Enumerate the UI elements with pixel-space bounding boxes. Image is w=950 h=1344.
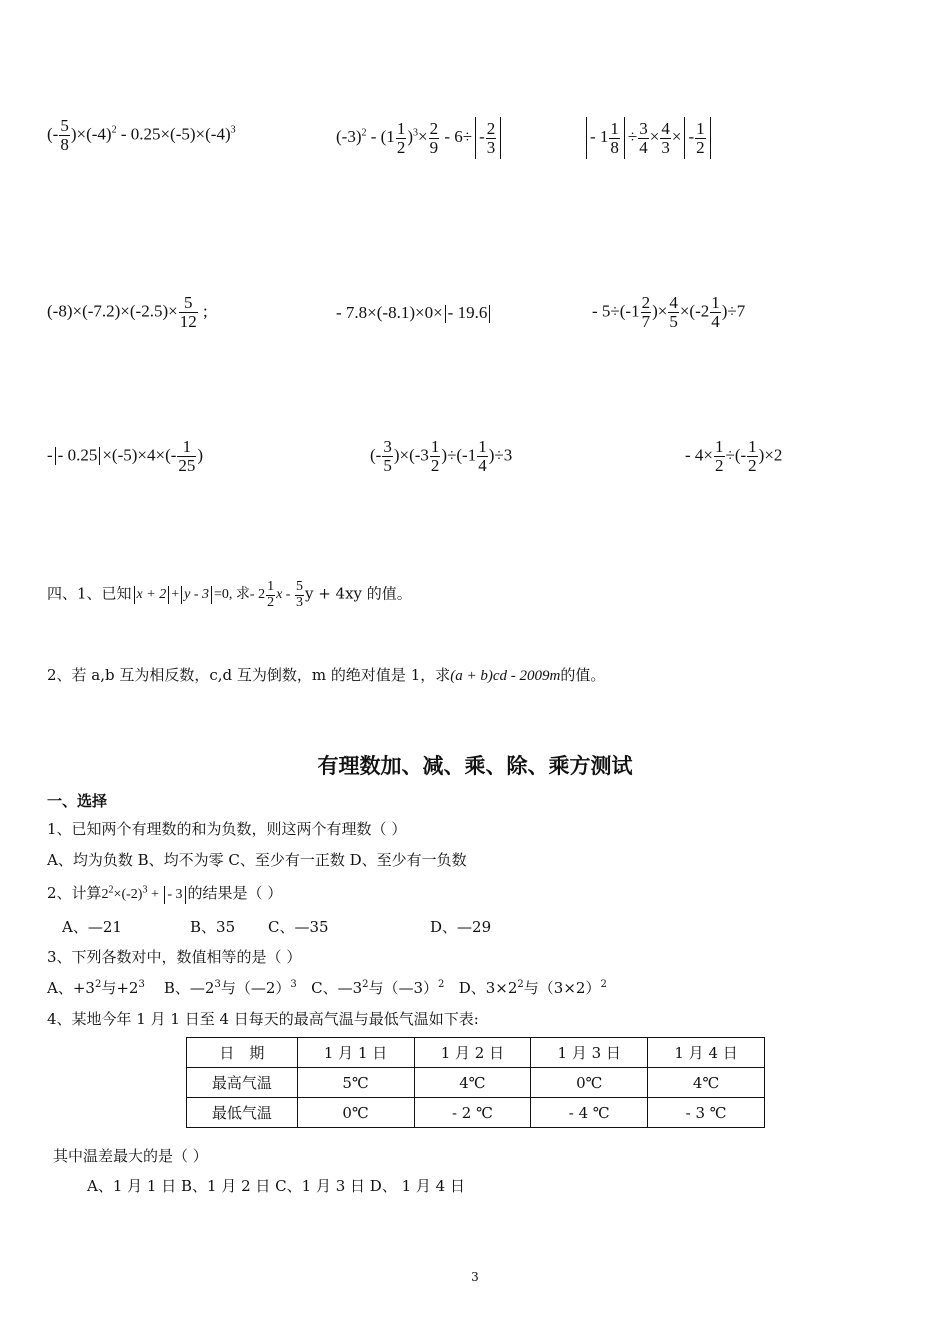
table-cell: 4℃ <box>414 1068 531 1098</box>
page-title: 有理数加、减、乘、除、乘方测试 <box>317 754 633 778</box>
question-3-options: A、$+3^2$与$+2^3$ B、$—2^3$与（—2）$^3$ C、$—3^2$与（—3）$^2$ D、$3\times 2^2$与$(3\times 2)^2$ <box>47 979 607 997</box>
table-cell: 0℃ <box>297 1098 414 1128</box>
table-cell: 0℃ <box>531 1068 648 1098</box>
section-heading: 一、选择 <box>47 792 108 810</box>
question-1: 1、已知两个有理数的和为负数，则这两个有理数（ ） <box>47 820 407 838</box>
question-5-options: A、1 月 1 日 B、1 月 2 日 C、1 月 3 日 D、 1 月 4 日 <box>87 1177 465 1195</box>
table-cell: 1 月 2 日 <box>414 1038 531 1068</box>
table-cell: 最高气温 <box>187 1068 298 1098</box>
q2-option-a: A、—21 <box>62 918 122 936</box>
expr-2b: - 7.8×(-8.1)×0× - 19.6 <box>336 303 492 323</box>
table-cell: 日 期 <box>187 1038 298 1068</box>
table-cell: - 3 ℃ <box>648 1098 765 1128</box>
question-4-1: 四、1、已知 x + 2 + y - 3 =0, 求- 2 $\frac{1}{2}$ x - $\frac{5}{3}$ y + 4xy 的值。 <box>47 579 412 610</box>
question-1-options: A、均为负数 B、均不为零 C、至少有一正数 D、至少有一负数 <box>47 851 467 869</box>
expr-2a: (-8)×(-7.2)×(-2.5)× $\frac{5}{12}$ ; <box>47 293 208 331</box>
table-row <box>187 1068 765 1098</box>
question-4-2: 2、若 a,b 互为相反数，c,d 互为倒数，m 的绝对值是 1，求(a + b)cd - 2009m的值。 <box>47 666 606 684</box>
q2-option-c: C、—35 <box>268 918 329 936</box>
table-cell: - 2 ℃ <box>414 1098 531 1128</box>
question-5: 其中温差最大的是（ ） <box>53 1147 208 1165</box>
table-cell: 1 月 3 日 <box>531 1038 648 1068</box>
table-cell: 1 月 1 日 <box>297 1038 414 1068</box>
q2-option-d: D、—29 <box>430 918 492 936</box>
temperature-table <box>186 1037 765 1128</box>
expr-3a: - - 0.25 ×(-5)×4×(- $\frac{1}{25}$ ) <box>47 437 204 475</box>
question-4: 4、某地今年 1 月 1 日至 4 日每天的最高气温与最低气温如下表: <box>47 1010 479 1028</box>
expr-1b: $(-3)^2 - (1$ $\frac{1}{2}$ )$^3$× $\frac{2}{9}$ - 6÷ - $\frac{2}{3}$ <box>336 117 504 159</box>
expr-1c: - 1 $\frac{1}{8}$ ÷ $\frac{3}{4}$ × $\frac{4}{3}$ × - $\frac{1}{2}$ <box>583 117 714 159</box>
page-number: 3 <box>471 1270 479 1284</box>
question-2: 2、计算$2^2\times(-2)^3$ + - 3 的结果是（ ） <box>47 884 283 902</box>
table-cell: - 4 ℃ <box>531 1098 648 1128</box>
table-cell: 1 月 4 日 <box>648 1038 765 1068</box>
expr-2c: - 5÷(-1 $\frac{2}{7}$ )× $\frac{4}{5}$ ×(-2 $\frac{1}{4}$ )÷7 <box>592 293 746 331</box>
expr-1a: (- $\frac{5}{8}$ )$\times(-4)^2 - 0.25\times(-5)\times(-4)^3$ <box>47 116 236 154</box>
table-cell: 5℃ <box>297 1068 414 1098</box>
expr-3c: - 4× $\frac{1}{2}$ ÷(- $\frac{1}{2}$ )×2 <box>685 437 783 475</box>
table-cell: 最低气温 <box>187 1098 298 1128</box>
expr-3b: (- $\frac{3}{5}$ )×(-3 $\frac{1}{2}$ )÷(-1 $\frac{1}{4}$ )÷3 <box>370 437 513 475</box>
question-3: 3、下列各数对中，数值相等的是（ ） <box>47 948 302 966</box>
table-cell: 4℃ <box>648 1068 765 1098</box>
table-header-row <box>187 1038 765 1068</box>
table-row <box>187 1098 765 1128</box>
q2-option-b: B、35 <box>190 918 236 936</box>
